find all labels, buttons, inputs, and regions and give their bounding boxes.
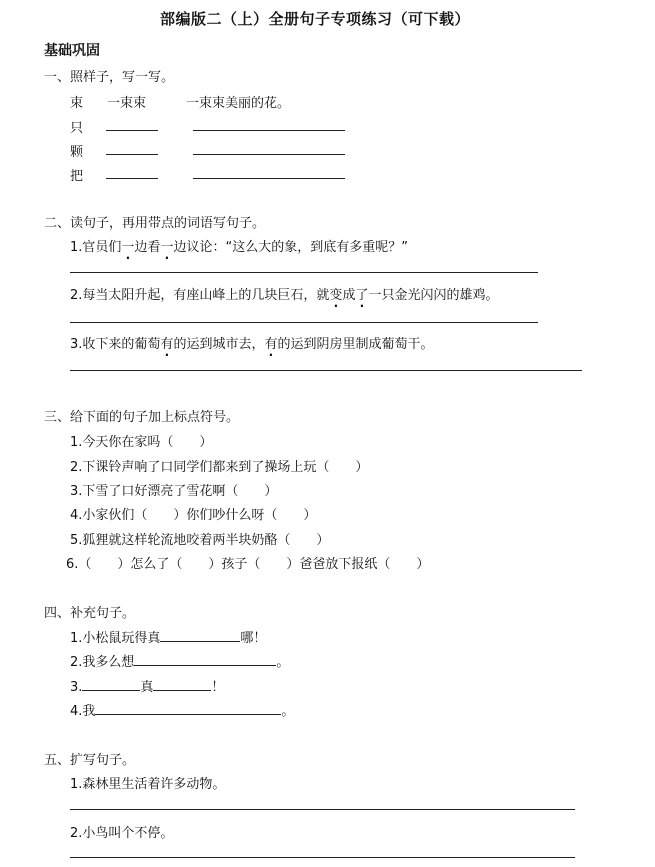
fill-q3-mid: 真 bbox=[140, 680, 154, 695]
phrase-blank-1[interactable] bbox=[193, 130, 345, 131]
q1-dotted-2: 一 bbox=[160, 240, 174, 255]
sentence-q1 bbox=[70, 236, 408, 255]
word-blank-1[interactable] bbox=[106, 130, 158, 131]
fill-q1-start: 1.小松鼠玩得真 bbox=[70, 631, 161, 646]
char-1: 只 bbox=[70, 121, 84, 136]
example-char: 束 bbox=[70, 96, 84, 111]
q3-part-b: 的运到城市去， bbox=[173, 337, 265, 352]
q1-number: 1. bbox=[70, 240, 83, 255]
fill-q1 bbox=[70, 627, 266, 646]
fill-blank-q4[interactable] bbox=[95, 702, 281, 715]
example-word: 一束束 bbox=[107, 96, 147, 111]
word-blank-2[interactable] bbox=[106, 154, 158, 155]
q3-part-c: 的运到阴房里制成葡萄干。 bbox=[277, 337, 434, 352]
q2-part-c: 一只金光闪闪的雄鸡。 bbox=[368, 288, 499, 303]
q2-part-b: 成 bbox=[342, 288, 356, 303]
fill-q3 bbox=[70, 676, 224, 695]
punct-item-5: 5.狐狸就这样轮流地咬着两半块奶酪（ ） bbox=[70, 533, 330, 548]
q2-dotted-2: 了 bbox=[355, 288, 369, 303]
expand-answer-line-2[interactable] bbox=[70, 857, 575, 858]
q3-part-a: 收下来的葡萄 bbox=[82, 337, 161, 352]
char-2: 颗 bbox=[70, 145, 84, 160]
fill-blank-q3b[interactable] bbox=[153, 678, 211, 691]
q2-part-a: 每当太阳升起，有座山峰上的几块巨石，就 bbox=[82, 288, 330, 303]
section1-heading: 一、照样子，写一写。 bbox=[44, 70, 175, 85]
q2-number: 2. bbox=[70, 288, 83, 303]
q2-dotted-1: 变 bbox=[329, 288, 343, 303]
fill-q2 bbox=[70, 651, 289, 670]
punct-item-3: 3.下雪了口好漂亮了雪花啊（ ） bbox=[70, 484, 278, 499]
answer-line-q2[interactable] bbox=[70, 322, 538, 323]
punct-item-6: 6.（ ）怎么了（ ）孩子（ ）爸爸放下报纸（ ） bbox=[66, 557, 430, 572]
section3-heading: 三、给下面的句子加上标点符号。 bbox=[44, 410, 240, 425]
fill-q3-start: 3. bbox=[70, 680, 83, 695]
q1-part-b: 边看 bbox=[134, 240, 161, 255]
fill-q2-end: 。 bbox=[276, 655, 290, 670]
punct-item-4: 4.小家伙们（ ）你们吵什么呀（ ） bbox=[70, 508, 317, 523]
char-3: 把 bbox=[70, 169, 84, 184]
answer-line-q1[interactable] bbox=[70, 272, 538, 273]
fill-q4-start: 4.我 bbox=[70, 704, 96, 719]
fill-q3-end: ！ bbox=[211, 680, 225, 695]
phrase-blank-2[interactable] bbox=[193, 154, 345, 155]
section5-heading: 五、扩写句子。 bbox=[44, 753, 136, 768]
expand-item-1: 1.森林里生活着许多动物。 bbox=[70, 777, 226, 792]
expand-item-2: 2.小鸟叫个不停。 bbox=[70, 826, 174, 841]
section2-heading: 二、读句子，再用带点的词语写句子。 bbox=[44, 216, 266, 231]
fill-q4 bbox=[70, 700, 294, 719]
q3-dotted-2: 有 bbox=[264, 337, 278, 352]
fill-q2-start: 2.我多么想 bbox=[70, 655, 135, 670]
q1-part-c: 边议论：“这么大的象，到底有多重呢？” bbox=[173, 240, 408, 255]
fill-blank-q1[interactable] bbox=[160, 629, 240, 642]
example-phrase: 一束束美丽的花。 bbox=[186, 96, 291, 111]
punct-item-2: 2.下课铃声响了口同学们都来到了操场上玩（ ） bbox=[70, 460, 369, 475]
sentence-q3 bbox=[70, 333, 433, 352]
fill-q1-end: 哪！ bbox=[240, 631, 267, 646]
section-subtitle: 基础巩固 bbox=[44, 43, 100, 59]
q1-dotted-1: 一 bbox=[121, 240, 135, 255]
fill-blank-q3a[interactable] bbox=[82, 678, 140, 691]
word-blank-3[interactable] bbox=[106, 178, 158, 179]
q1-part-a: 官员们 bbox=[82, 240, 122, 255]
fill-q4-end: 。 bbox=[281, 704, 295, 719]
phrase-blank-3[interactable] bbox=[193, 178, 345, 179]
page-title: 部编版二（上）全册句子专项练习（可下载） bbox=[160, 10, 471, 28]
q3-number: 3. bbox=[70, 337, 83, 352]
q3-dotted-1: 有 bbox=[160, 337, 174, 352]
fill-blank-q2[interactable] bbox=[134, 653, 276, 666]
section4-heading: 四、补充句子。 bbox=[44, 606, 136, 621]
expand-answer-line-1[interactable] bbox=[70, 809, 575, 810]
punct-item-1: 1.今天你在家吗（ ） bbox=[70, 435, 213, 450]
answer-line-q3[interactable] bbox=[70, 370, 582, 371]
sentence-q2 bbox=[70, 284, 498, 303]
